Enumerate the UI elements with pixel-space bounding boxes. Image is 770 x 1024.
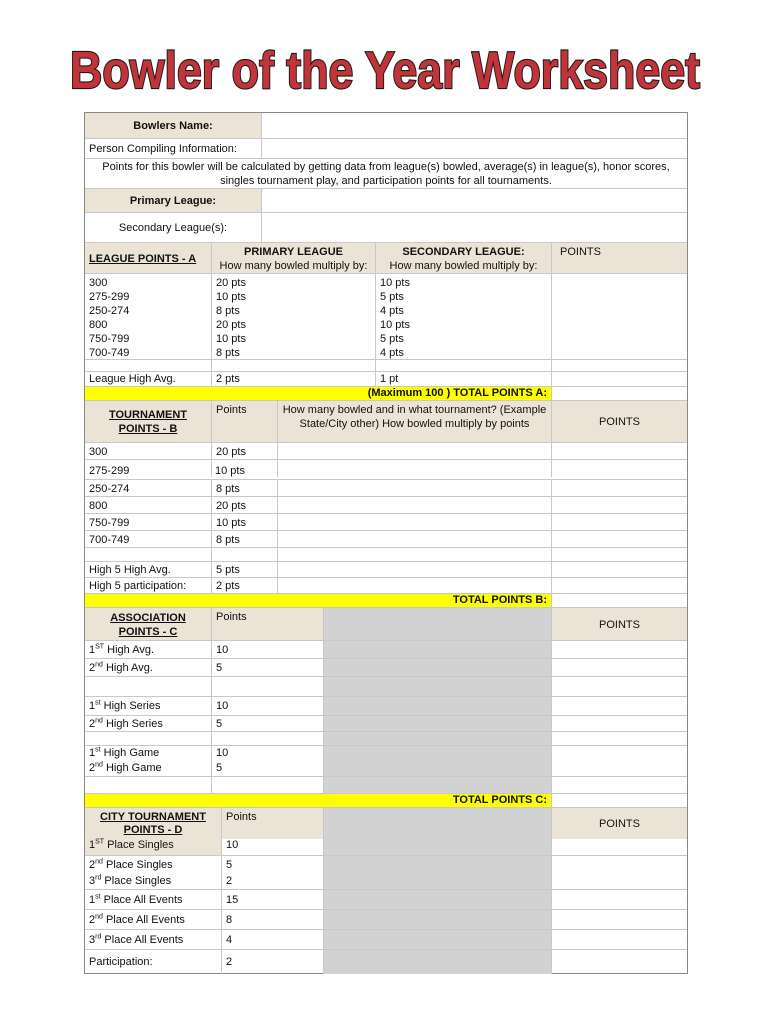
secondary-league-sub: How many bowled multiply by: bbox=[389, 260, 538, 272]
city-row bbox=[85, 909, 687, 930]
assoc-row-label bbox=[85, 697, 211, 716]
person-compiling-field[interactable] bbox=[261, 139, 687, 159]
tournament-row-label: 800 bbox=[89, 500, 108, 512]
primary-league-points[interactable] bbox=[211, 274, 375, 360]
ordinal: 1 bbox=[89, 839, 96, 851]
shaded-cell bbox=[323, 930, 551, 950]
assoc-row bbox=[85, 658, 687, 677]
tournament-row-field[interactable] bbox=[277, 514, 551, 531]
secondary-pts: 5 pts bbox=[380, 333, 404, 345]
league-high-avg-primary: 2 pts bbox=[211, 372, 375, 387]
tournament-row-field[interactable] bbox=[277, 443, 551, 460]
assoc-spacer bbox=[85, 731, 687, 746]
assoc-row bbox=[85, 696, 687, 716]
secondary-league-points[interactable] bbox=[375, 274, 551, 360]
assoc-game-labels bbox=[85, 746, 211, 777]
tournament-row-field[interactable] bbox=[277, 497, 551, 514]
blank-cell bbox=[277, 548, 551, 562]
secondary-pts: 5 pts bbox=[380, 291, 404, 303]
tournament-row-pts: 8 pts bbox=[211, 531, 277, 548]
tournament-row-pts: 10 pts bbox=[215, 465, 245, 477]
blank-cell bbox=[551, 677, 687, 697]
assoc-row-pts: 10 bbox=[216, 747, 229, 759]
row-text: Place Singles bbox=[101, 875, 172, 887]
primary-league-field[interactable] bbox=[261, 189, 687, 213]
row-text: High Game bbox=[102, 762, 162, 774]
ordinal: 1 bbox=[89, 747, 96, 759]
ordinal: 1 bbox=[89, 644, 96, 656]
primary-pts: 8 pts bbox=[216, 347, 240, 359]
league-category: 300 bbox=[89, 277, 108, 289]
intro-row bbox=[85, 158, 687, 189]
tournament-row bbox=[85, 442, 687, 460]
assoc-row-label bbox=[85, 659, 211, 677]
shaded-cell bbox=[323, 746, 551, 777]
ordinal-suffix: rd bbox=[95, 933, 102, 941]
assoc-spacer bbox=[85, 776, 687, 794]
ordinal: 2 bbox=[89, 718, 96, 730]
assoc-row bbox=[85, 715, 687, 732]
tournament-row-pts: 20 pts bbox=[211, 443, 277, 460]
blank-cell bbox=[551, 732, 687, 746]
assoc-row-pts: 5 bbox=[211, 659, 323, 677]
assoc-row-pts: 5 bbox=[216, 762, 223, 774]
intro-text: Points for this bowler will be calculated by getting data from league(s) bowled, average(s) in league(s), honor scores, singles tournament play, and participation points for all tournaments. bbox=[102, 161, 670, 187]
ordinal: 2 bbox=[89, 662, 96, 674]
ordinal: 2 bbox=[89, 914, 96, 926]
tournament-header-row bbox=[85, 400, 687, 443]
ordinal-suffix: nd bbox=[95, 913, 103, 921]
tournament-points-header: TOURNAMENT POINTS - B bbox=[85, 401, 211, 443]
ordinal-suffix: ST bbox=[95, 643, 105, 651]
row-text: High Game bbox=[100, 747, 160, 759]
row-text: High Series bbox=[102, 718, 163, 730]
city-row bbox=[85, 929, 687, 950]
city-singles-row bbox=[85, 855, 687, 890]
city-row-points[interactable] bbox=[551, 838, 687, 855]
city-row-label bbox=[85, 838, 221, 855]
ordinal-suffix: nd bbox=[95, 661, 103, 669]
shaded-cell bbox=[323, 838, 551, 855]
league-values-row bbox=[85, 273, 687, 360]
title-text: Bowler of the Year Worksheet bbox=[70, 42, 700, 100]
league-category: 750-799 bbox=[89, 333, 130, 345]
worksheet-table bbox=[84, 112, 688, 974]
high5-part-points[interactable] bbox=[551, 578, 687, 594]
tournament-row bbox=[85, 530, 687, 548]
ordinal-suffix: ST bbox=[95, 838, 105, 846]
blank-cell bbox=[551, 548, 687, 562]
assoc-game-row bbox=[85, 745, 687, 777]
shaded-cell bbox=[323, 777, 551, 794]
assoc-row-label bbox=[89, 746, 207, 761]
row-text: High Avg. bbox=[104, 644, 155, 656]
assoc-row-pts: 10 bbox=[211, 641, 323, 659]
assoc-row-label bbox=[89, 761, 207, 776]
high5-part-pts: 2 pts bbox=[211, 578, 277, 594]
tournament-row-points[interactable] bbox=[551, 531, 687, 548]
participation-label: Participation: bbox=[89, 956, 153, 968]
high5-avg-points[interactable] bbox=[551, 562, 687, 578]
total-points-a-field[interactable] bbox=[551, 387, 687, 401]
tournament-row-pts: 10 pts bbox=[211, 514, 277, 531]
city-row-pts: 4 bbox=[221, 930, 323, 950]
assoc-spacer bbox=[85, 676, 687, 697]
secondary-pts: 4 pts bbox=[380, 347, 404, 359]
ordinal-suffix: nd bbox=[95, 717, 103, 725]
city-row-pts: 5 bbox=[226, 859, 233, 871]
high5-part-label: High 5 participation: bbox=[89, 580, 187, 592]
league-high-avg-secondary: 1 pt bbox=[375, 372, 551, 387]
city-singles-labels bbox=[85, 856, 221, 890]
total-c-row bbox=[85, 793, 687, 808]
total-points-a-label: (Maximum 100 ) TOTAL POINTS A: bbox=[85, 387, 551, 401]
city-row-label bbox=[85, 890, 221, 910]
tournament-question: How many bowled and in what tournament? (Example State/City other) How bowled multiply by points bbox=[277, 401, 551, 443]
shaded-cell bbox=[323, 856, 551, 890]
high5-part-field[interactable] bbox=[277, 578, 551, 594]
tournament-row bbox=[85, 462, 687, 479]
assoc-row-points[interactable] bbox=[551, 716, 687, 732]
city-points-col: Points bbox=[221, 808, 323, 839]
secondary-pts: 4 pts bbox=[380, 305, 404, 317]
league-points-header: LEAGUE POINTS - A bbox=[85, 243, 211, 274]
shaded-cell bbox=[323, 697, 551, 716]
secondary-league-label: Secondary League(s): bbox=[118, 222, 228, 234]
secondary-pts: 10 pts bbox=[380, 277, 410, 289]
total-points-b-field[interactable] bbox=[551, 594, 687, 608]
tournament-points-label: POINTS bbox=[551, 401, 687, 443]
city-singles-pts bbox=[221, 856, 323, 890]
bowler-name-row bbox=[85, 113, 687, 138]
city-shaded bbox=[323, 808, 551, 839]
primary-pts: 10 pts bbox=[216, 333, 246, 345]
tournament-row bbox=[85, 479, 687, 497]
city-row-points[interactable] bbox=[551, 856, 687, 890]
city-row-pts: 15 bbox=[221, 890, 323, 910]
tournament-row-label: 750-799 bbox=[89, 517, 130, 529]
tournament-row bbox=[85, 513, 687, 531]
league-header-row bbox=[85, 242, 687, 274]
city-row-points[interactable] bbox=[551, 930, 687, 950]
shaded-cell bbox=[323, 716, 551, 732]
high5-avg-row bbox=[85, 561, 687, 578]
tournament-row-label: 300 bbox=[89, 446, 108, 458]
tournament-row-points[interactable] bbox=[551, 514, 687, 531]
primary-pts: 20 pts bbox=[216, 319, 246, 331]
ordinal-suffix: nd bbox=[95, 858, 103, 866]
shaded-cell bbox=[323, 659, 551, 677]
ordinal-suffix: nd bbox=[95, 761, 103, 769]
assoc-row bbox=[85, 640, 687, 659]
tournament-row-field[interactable] bbox=[277, 480, 551, 497]
league-points-col: POINTS bbox=[551, 243, 687, 274]
row-text: Place Singles bbox=[102, 859, 173, 871]
city-row-label bbox=[85, 910, 221, 930]
tournament-row-points[interactable] bbox=[551, 497, 687, 514]
blank-cell bbox=[211, 732, 323, 746]
assoc-row-pts: 10 bbox=[211, 697, 323, 716]
tournament-row-field[interactable] bbox=[277, 531, 551, 548]
ordinal: 3 bbox=[89, 875, 96, 887]
blank-cell bbox=[551, 777, 687, 794]
city-row-points[interactable] bbox=[551, 890, 687, 910]
primary-league-title: PRIMARY LEAGUE bbox=[243, 246, 343, 258]
total-a-row bbox=[85, 386, 687, 401]
shaded-cell bbox=[323, 950, 551, 974]
city-row-pts: 10 bbox=[221, 838, 323, 855]
shaded-cell bbox=[323, 890, 551, 910]
league-category: 800 bbox=[89, 319, 108, 331]
city-row-label bbox=[89, 857, 217, 873]
high5-avg-label: High 5 High Avg. bbox=[89, 564, 171, 576]
league-points-field[interactable] bbox=[551, 274, 687, 360]
tournament-row-label: 250-274 bbox=[89, 483, 130, 495]
bowler-name-field[interactable] bbox=[261, 113, 687, 138]
city-row-label bbox=[89, 873, 217, 889]
blank-cell bbox=[211, 548, 277, 562]
city-header-row bbox=[85, 807, 687, 839]
shaded-cell bbox=[323, 732, 551, 746]
assoc-row-label bbox=[85, 716, 211, 732]
association-points-col: Points bbox=[211, 608, 323, 641]
secondary-league-header bbox=[375, 243, 551, 274]
assoc-row-pts: 5 bbox=[211, 716, 323, 732]
row-text: High Series bbox=[100, 700, 161, 712]
city-tournament-header: CITY TOURNAMENT POINTS - D bbox=[85, 808, 221, 839]
league-category: 275-299 bbox=[89, 291, 130, 303]
secondary-league-row bbox=[85, 212, 687, 243]
shaded-cell bbox=[323, 677, 551, 697]
primary-league-label: Primary League: bbox=[85, 189, 261, 213]
ordinal-suffix: st bbox=[95, 893, 101, 901]
secondary-league-title: SECONDARY LEAGUE: bbox=[402, 246, 525, 258]
league-high-avg-label: League High Avg. bbox=[89, 373, 176, 385]
ordinal-suffix: rd bbox=[95, 874, 102, 882]
primary-league-header bbox=[211, 243, 375, 274]
assoc-row-label bbox=[85, 641, 211, 659]
city-points-label: POINTS bbox=[551, 808, 687, 839]
ordinal: 1 bbox=[89, 894, 96, 906]
assoc-row-points[interactable] bbox=[551, 641, 687, 659]
tournament-row-pts: 8 pts bbox=[211, 480, 277, 497]
city-row-pts: 2 bbox=[226, 875, 233, 887]
city-row-points[interactable] bbox=[551, 910, 687, 930]
league-category: 700-749 bbox=[89, 347, 130, 359]
person-compiling-row bbox=[85, 138, 687, 159]
row-text: Place All Events bbox=[102, 914, 185, 926]
total-points-c-label: TOTAL POINTS C: bbox=[85, 794, 551, 808]
city-row bbox=[85, 838, 687, 855]
city-row-label bbox=[85, 930, 221, 950]
assoc-row-points[interactable] bbox=[551, 746, 687, 777]
primary-league-row bbox=[85, 188, 687, 213]
tournament-row-points[interactable] bbox=[551, 443, 687, 460]
total-points-c-field[interactable] bbox=[551, 794, 687, 808]
blank-cell bbox=[211, 777, 323, 794]
ordinal: 3 bbox=[89, 934, 96, 946]
association-header-row bbox=[85, 607, 687, 641]
blank-cell bbox=[211, 677, 323, 697]
participation-points[interactable] bbox=[551, 950, 687, 974]
participation-pts: 2 bbox=[221, 950, 323, 974]
secondary-pts: 10 pts bbox=[380, 319, 410, 331]
city-row-pts: 8 bbox=[221, 910, 323, 930]
high5-avg-pts: 5 pts bbox=[211, 562, 277, 578]
high5-part-row bbox=[85, 577, 687, 594]
row-text: High Avg. bbox=[102, 662, 153, 674]
shaded-cell bbox=[323, 641, 551, 659]
ordinal: 2 bbox=[89, 762, 96, 774]
row-text: Place All Events bbox=[100, 894, 183, 906]
league-categories bbox=[85, 274, 211, 360]
association-points-header: ASSOCIATION POINTS - C bbox=[85, 608, 211, 641]
ordinal-suffix: st bbox=[95, 699, 101, 707]
row-text: Place Singles bbox=[104, 839, 174, 851]
worksheet-title bbox=[60, 32, 710, 104]
total-points-b-label: TOTAL POINTS B: bbox=[85, 594, 551, 608]
tournament-points-col: Points bbox=[211, 401, 277, 443]
ordinal: 2 bbox=[89, 859, 96, 871]
city-row bbox=[85, 949, 687, 974]
assoc-row-points[interactable] bbox=[551, 697, 687, 716]
primary-league-sub: How many bowled multiply by: bbox=[219, 260, 368, 272]
association-shaded bbox=[323, 608, 551, 641]
row-text: Place All Events bbox=[101, 934, 184, 946]
tournament-row bbox=[85, 496, 687, 514]
tournament-row-label: 275-299 bbox=[89, 465, 130, 477]
shaded-cell bbox=[323, 910, 551, 930]
assoc-game-pts bbox=[211, 746, 323, 777]
league-high-avg-row bbox=[85, 371, 687, 387]
primary-pts: 10 pts bbox=[216, 291, 246, 303]
secondary-league-field[interactable] bbox=[261, 213, 687, 243]
person-compiling-label: Person Compiling Information: bbox=[89, 143, 237, 155]
ordinal: 1 bbox=[89, 700, 96, 712]
ordinal-suffix: st bbox=[95, 746, 101, 754]
assoc-row-points[interactable] bbox=[551, 659, 687, 677]
tournament-row-label: 700-749 bbox=[89, 534, 130, 546]
tournament-row-points[interactable] bbox=[551, 480, 687, 497]
league-category: 250-274 bbox=[89, 305, 130, 317]
total-b-row bbox=[85, 593, 687, 608]
association-points-label: POINTS bbox=[551, 608, 687, 641]
league-high-avg-points[interactable] bbox=[551, 372, 687, 387]
primary-pts: 20 pts bbox=[216, 277, 246, 289]
tournament-spacer bbox=[85, 547, 687, 562]
primary-pts: 8 pts bbox=[216, 305, 240, 317]
city-row bbox=[85, 889, 687, 910]
bowler-name-label: Bowlers Name: bbox=[85, 113, 261, 138]
tournament-row-pts: 20 pts bbox=[211, 497, 277, 514]
high5-avg-field[interactable] bbox=[277, 562, 551, 578]
